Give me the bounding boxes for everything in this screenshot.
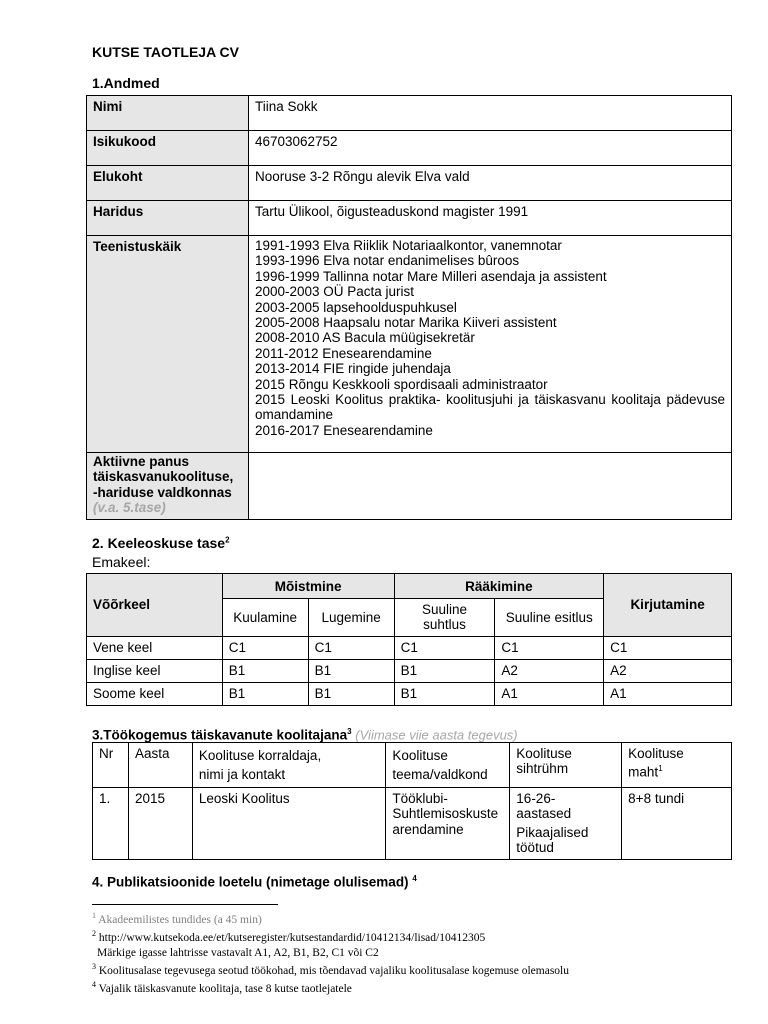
service-item: 2011-2012 Enesearendamine [254,345,432,361]
service-item: 1993-1996 Elva notar endanimelises bûroos [254,253,520,269]
section2-heading: 2. Keeleoskuse tase$^2$ [92,535,230,551]
service-item: 1996-1999 Tallinna notar Mare Milleri asendaja ja assistent [254,268,607,284]
table-row [87,682,732,705]
level-cell: C1 [308,636,394,659]
speaking-header: Rääkimine [394,574,604,599]
table-row [87,96,732,131]
service-list [248,236,731,453]
footnote-3: $^3$ Koolitusalase tegevusega seotud töökohad, mis tõendavad vajaliku koolitusalase kogemuse olemasolu [92,962,569,977]
understanding-header: Mõistmine [222,574,394,599]
year-header: Aasta [128,743,192,788]
active-contribution-value [248,453,731,520]
id-code-value: 46703062752 [248,131,731,166]
reading-header: Lugemine [308,599,394,637]
footnote-1: $^1$ Akadeemilistes tundides (a 45 min) [92,911,262,926]
kutsekoda-link[interactable]: http://www.kutsekoda.ee/et/kutseregister/kutsestandardid/10412134/lisad/10412305 [98,932,486,945]
level-cell: C1 [495,636,604,659]
language-name: Inglise keel [87,659,223,682]
residence-value: Nooruse 3-2 Rõngu alevik Elva vald [248,166,731,201]
footnote-2-note: Märkige igasse lahtrisse vastavalt A1, A2, B1, B2, C1 või C2 [97,946,379,959]
section4-heading: 4. Publikatsioonide loetelu (nimetage olulisemad) $^4$ [92,874,417,890]
level-cell: B1 [308,682,394,705]
language-table [86,573,732,706]
service-item: 2008-2010 AS Bacula müügisekretär [254,330,475,346]
level-cell: A2 [495,659,604,682]
table-row [87,659,732,682]
personal-data-table [86,95,732,520]
active-contribution-note: (v.a. 5.tase) [93,500,166,516]
level-cell: B1 [394,659,495,682]
level-cell: C1 [394,636,495,659]
level-cell: B1 [394,682,495,705]
name-value: Tiina Sokk [248,96,731,131]
level-cell: A1 [495,682,604,705]
education-value: Tartu Ülikool, õigusteaduskond magister 1991 [248,201,731,236]
experience-table [92,742,732,860]
section3-heading: 3.Töökogemus täiskavanute koolitajana$^3$ (Viimase viie aasta tegevus) [92,727,518,743]
native-language-label: Emakeel: [92,554,151,570]
row-organizer: Leoski Koolitus [192,788,385,860]
level-cell: B1 [222,682,308,705]
row-volume: 8+8 tundi [622,788,732,860]
organizer-header: Koolituse korraldaja, nimi ja kontakt [192,743,385,788]
table-row [93,788,732,860]
level-cell: A1 [604,682,732,705]
table-row [87,166,732,201]
listening-header: Kuulamine [222,599,308,637]
footnote-2: $^2$ http://www.kutsekoda.ee/et/kutseregister/kutsestandardid/10412134/lisad/10412305 [92,929,486,945]
writing-header: Kirjutamine [604,574,732,637]
table-row [87,453,732,520]
volume-header: Koolituse maht$^1$ [622,743,732,788]
level-cell: C1 [222,636,308,659]
row-target-group: 16-26- aastased Pikaajalised töötud [510,788,622,860]
footnotes [92,909,569,997]
language-name: Soome keel [87,682,223,705]
section1-heading: 1.Andmed [92,75,160,91]
topic-header: Koolituse teema/valdkond [386,743,510,788]
table-row [87,201,732,236]
level-cell: A2 [604,659,732,682]
service-label: Teenistuskäik [87,236,249,453]
row-nr: 1. [93,788,129,860]
table-row [87,636,732,659]
table-row [87,236,732,453]
service-item: 2015 Rõngu Keskkooli spordisaali administraator [254,376,548,392]
level-cell: C1 [604,636,732,659]
service-item: 2005-2008 Haapsalu notar Marika Kiiveri assistent [254,315,557,331]
target-group-header: Koolituse sihtrühm [510,743,622,788]
spoken-production-header: Suuline esitlus [495,599,604,637]
language-name: Vene keel [87,636,223,659]
name-label: Nimi [87,96,249,131]
service-item: 2003-2005 lapsehoolduspuhkusel [254,299,457,315]
row-topic: Tööklubi- Suhtlemisoskuste arendamine [386,788,510,860]
page-title: KUTSE TAOTLEJA CV [92,44,240,60]
row-year: 2015 [128,788,192,860]
service-item: 2016-2017 Enesearendamine [254,422,433,438]
oral-interaction-header: Suuline suhtlus [394,599,495,637]
footnote-4: $^4$ Vajalik täiskasvanute koolitaja, tase 8 kutse taotlejatele [92,980,352,996]
footnote-divider [92,904,278,905]
service-item: 2000-2003 OÜ Pacta jurist [254,284,415,300]
section3-note: (Viimase viie aasta tegevus) [355,727,518,743]
table-row [87,131,732,166]
service-item: 1991-1993 Elva Riiklik Notariaalkontor, vanemnotar [254,238,562,253]
active-contribution-label: Aktiivne panus täiskasvanukoolituse, -hariduse valdkonnas (v.a. 5.tase) [87,453,249,520]
foreign-language-header: Võõrkeel [87,574,223,637]
service-item: 2013-2014 FIE ringide juhendaja [254,361,451,377]
service-item: 2015 Leoski Koolitus praktika- koolitusjuhi ja täiskasvanu koolitaja pädevuse omandamine [254,392,725,423]
level-cell: B1 [222,659,308,682]
education-label: Haridus [87,201,249,236]
id-code-label: Isikukood [87,131,249,166]
level-cell: B1 [308,659,394,682]
residence-label: Elukoht [87,166,249,201]
nr-header: Nr [93,743,129,788]
